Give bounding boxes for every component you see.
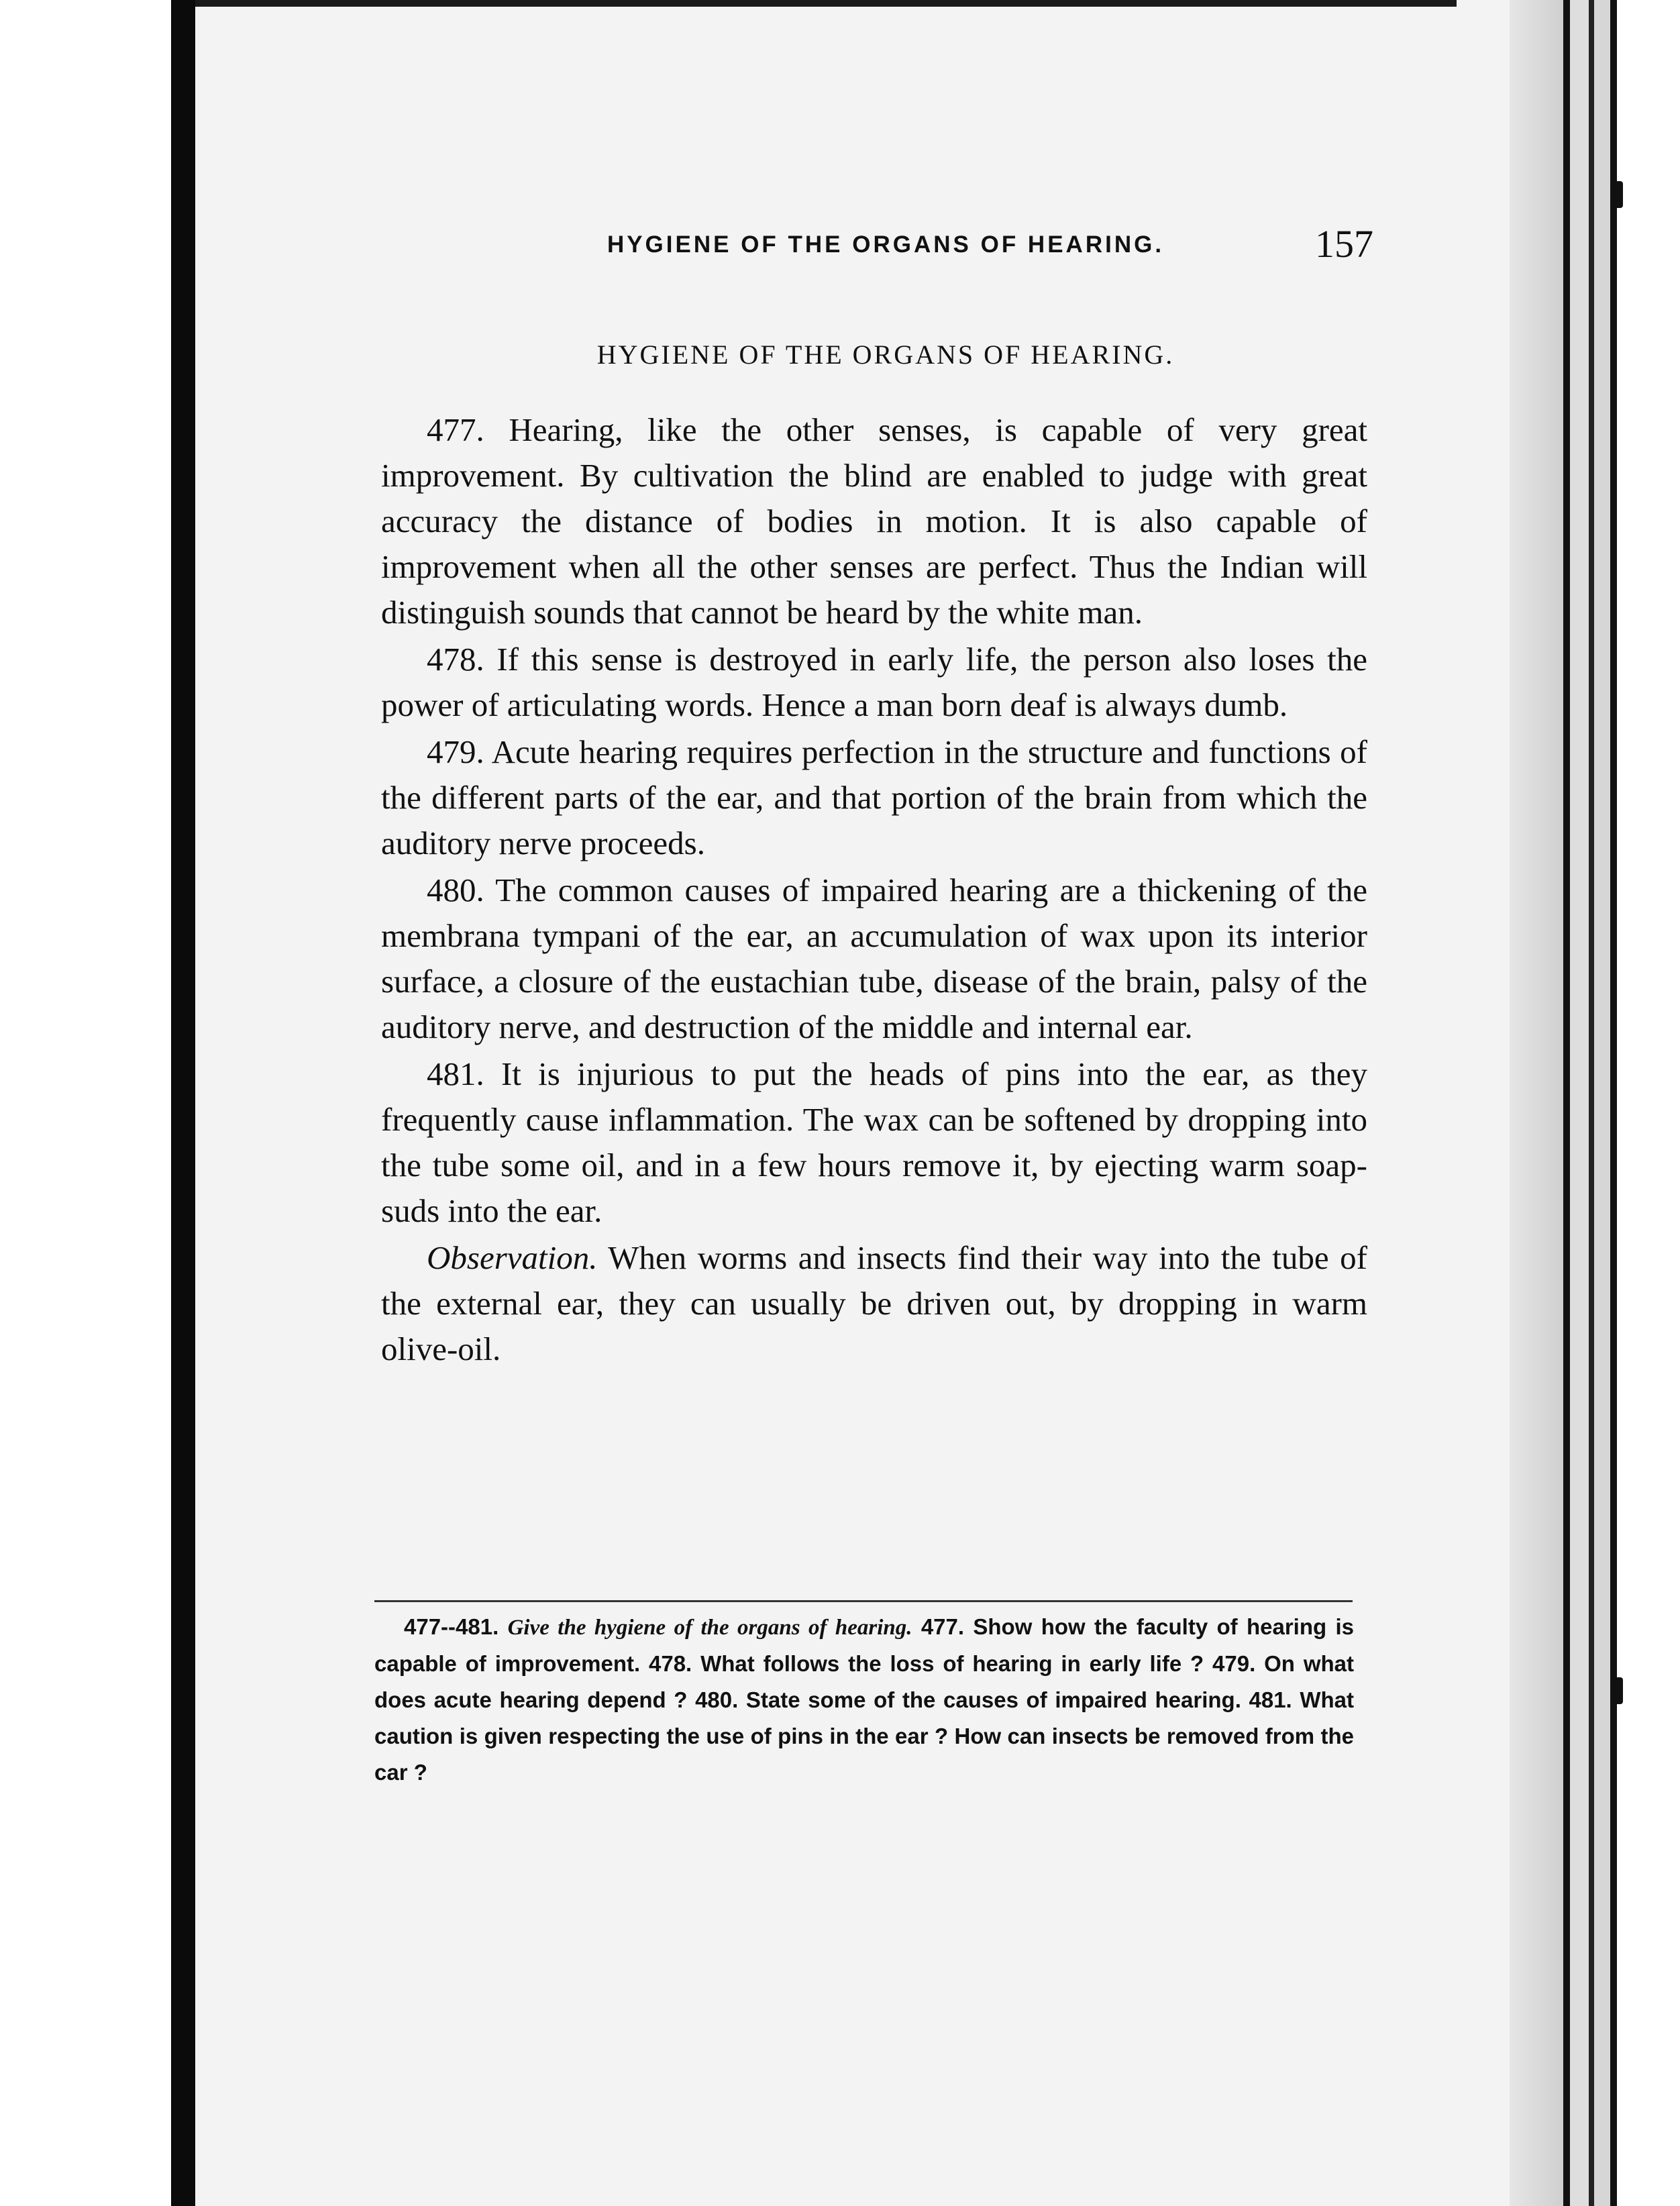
footnote-text: 477. Show how the faculty of hearing is capable of improvement. 478. What follows the loss of hearing in early life ? 479. On what does acute hearing depend ? 480. State some of the causes of impaired hearing. 481. What caution is given respecting the use of pins in the ear ? How can insects be removed from the car ? bbox=[374, 1614, 1355, 1785]
page-number: 157 bbox=[1315, 222, 1373, 266]
page-stack bbox=[1594, 0, 1610, 2206]
scan-mark bbox=[1614, 1677, 1623, 1704]
book-gutter-shadow bbox=[171, 0, 195, 2206]
page-edge-line bbox=[1610, 0, 1617, 2206]
footnote-rule bbox=[374, 1600, 1353, 1602]
observation-text: When worms and insects find their way into the tube of the external ear, they can usually be driven out, by dropping in warm olive-oil. bbox=[381, 1239, 1367, 1367]
scan-left-margin bbox=[0, 0, 171, 2206]
scan-right-margin bbox=[1617, 0, 1680, 2206]
page-top-edge bbox=[195, 0, 1457, 7]
observation-label: Observation. bbox=[427, 1239, 598, 1276]
paragraph-479: 479. Acute hearing requires perfection in the structure and functions of the different parts of the ear, and that portion of the brain from which the auditory nerve proceeds. bbox=[381, 733, 1367, 861]
paragraph-478: 478. If this sense is destroyed in early life, the person also loses the power of articulating words. Hence a man born deaf is always dumb. bbox=[381, 641, 1367, 723]
body-text bbox=[381, 407, 1367, 1372]
section-title: HYGIENE OF THE ORGANS OF HEARING. bbox=[596, 339, 1175, 370]
page-edge-line bbox=[1589, 0, 1594, 2206]
paragraph-481: 481. It is injurious to put the heads of pins into the ear, as they frequently cause inflammation. The wax can be softened by dropping into the tube some oil, and in a few hours remove it, by ejecting warm soap-suds into the ear. bbox=[381, 1055, 1367, 1229]
paragraph-480: 480. The common causes of impaired hearing are a thickening of the membrana tympani of the ear, an accumulation of wax upon its interior surface, a closure of the eustachian tube, disease of the brain, palsy of the auditory nerve, and destruction of the middle and internal ear. bbox=[381, 872, 1367, 1045]
paragraph-477: 477. Hearing, like the other senses, is capable of very great improvement. By cultivation the blind are enabled to judge with great accuracy the distance of bodies in motion. It is also capable of improvement when all the other senses are perfect. Thus the Indian will distinguish sounds that cannot be heard by the white man. bbox=[381, 411, 1367, 631]
footnote-question-heading: Give the hygiene of the organs of hearing. bbox=[507, 1616, 912, 1640]
page-right-shadow bbox=[1510, 0, 1563, 2206]
page-edge-line bbox=[1563, 0, 1570, 2206]
observation-paragraph bbox=[381, 1235, 1367, 1372]
footnote-questions bbox=[374, 1609, 1354, 1791]
footnote-ref: 477--481. bbox=[404, 1614, 508, 1639]
running-head: HYGIENE OF THE ORGANS OF HEARING. bbox=[607, 231, 1165, 258]
scan-mark bbox=[1614, 181, 1623, 208]
page-stack bbox=[1570, 0, 1589, 2206]
